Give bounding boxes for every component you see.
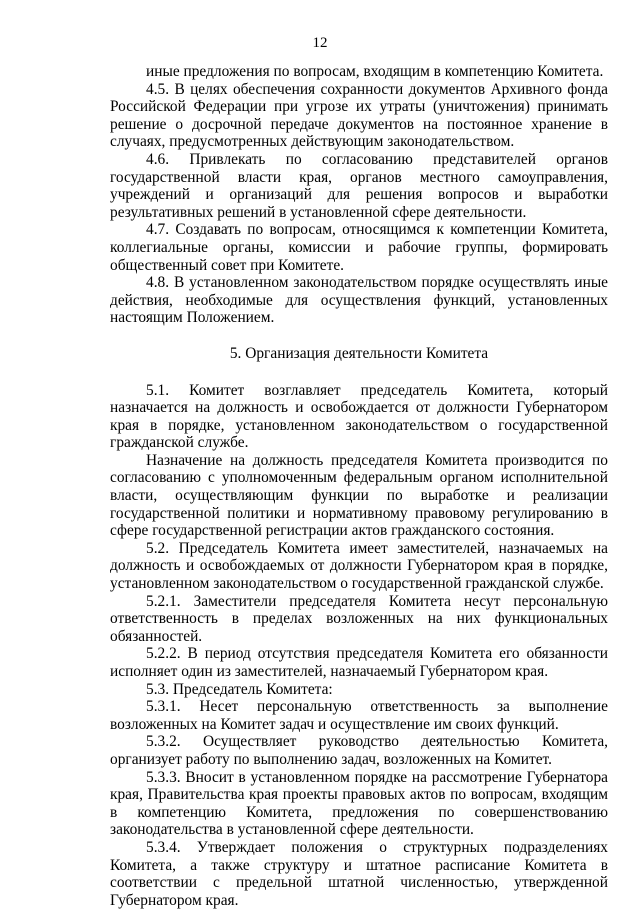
- paragraph-5-2-2: 5.2.2. В период отсутствия председателя Комитета его обязанности исполняет один из заместителей, назначаемый Губернатором края.: [110, 645, 608, 680]
- section-5-heading: 5. Организация деятельности Комитета: [229, 344, 489, 362]
- page-number: 12: [312, 35, 328, 51]
- paragraph-5-2: 5.2. Председатель Комитета имеет заместителей, назначаемых на должность и освобождаемых от должности Губернатором края в порядке, установленном законодательством о государственной гражданской службе.: [110, 539, 608, 593]
- paragraph-4-5: 4.5. В целях обеспечения сохранности документов Архивного фонда Российской Федерации при угрозе их утраты (уничтожения) принимать решение о досрочной передаче документов на постоянное хранение в случаях, предусмотренных действующим законодательством.: [110, 80, 608, 151]
- paragraph-4-7: 4.7. Создавать по вопросам, относящимся к компетенции Комитета, коллегиальные органы, комиссии и рабочие группы, формировать общественный совет при Комитете.: [110, 221, 608, 274]
- paragraph-4-6: 4.6. Привлекать по согласованию представителей органов государственной власти края, органов местного самоуправления, учреждений и организаций для решения вопросов и выработки результативных решений в установленной сфере деятельности.: [110, 150, 608, 221]
- paragraph-5-1: 5.1. Комитет возглавляет председатель Комитета, который назначается на должность и освобождается от должности Губернатором края в порядке, установленном законодательством о государственной гражданской службе.: [110, 381, 608, 452]
- paragraph-5-3-3: 5.3.3. Вносит в установленном порядке на рассмотрение Губернатора края, Правительства края проекты правовых актов по вопросам, входящим в компетенцию Комитета, предложения по совершенствованию законодательства в установленной сфере деятельности.: [110, 768, 608, 839]
- document-body: [110, 63, 608, 909]
- paragraph-5-3: 5.3. Председатель Комитета:: [146, 680, 333, 698]
- paragraph-5-3-2: 5.3.2. Осуществляет руководство деятельностью Комитета, организует работу по выполнению задач, возложенных на Комитет.: [110, 733, 608, 768]
- paragraph-5-3-1: 5.3.1. Несет персональную ответственность за выполнение возложенных на Комитет задач и осуществление им своих функций.: [110, 698, 608, 733]
- paragraph-5-1-appointment: Назначение на должность председателя Комитета производится по согласованию с уполномоченным федеральным органом исполнительной власти, осуществляющим функции по выработке и реализации государственной политики и нормативному правовому регулированию в сфере государственной регистрации актов гражданского состояния.: [110, 451, 608, 540]
- paragraph-4-4-continued: иные предложения по вопросам, входящим в компетенцию Комитета.: [146, 63, 604, 80]
- paragraph-4-8: 4.8. В установленном законодательством порядке осуществлять иные действия, необходимые для осуществления функций, установленных настоящим Положением.: [110, 274, 608, 327]
- paragraph-5-3-4: 5.3.4. Утверждает положения о структурных подразделениях Комитета, а также структуру и штатное расписание Комитета в соответствии с предельной штатной численностью, утвержденной Губернатором края.: [110, 838, 608, 909]
- paragraph-5-2-1: 5.2.1. Заместители председателя Комитета несут персональную ответственность в пределах возложенных на них функциональных обязанностей.: [110, 592, 608, 645]
